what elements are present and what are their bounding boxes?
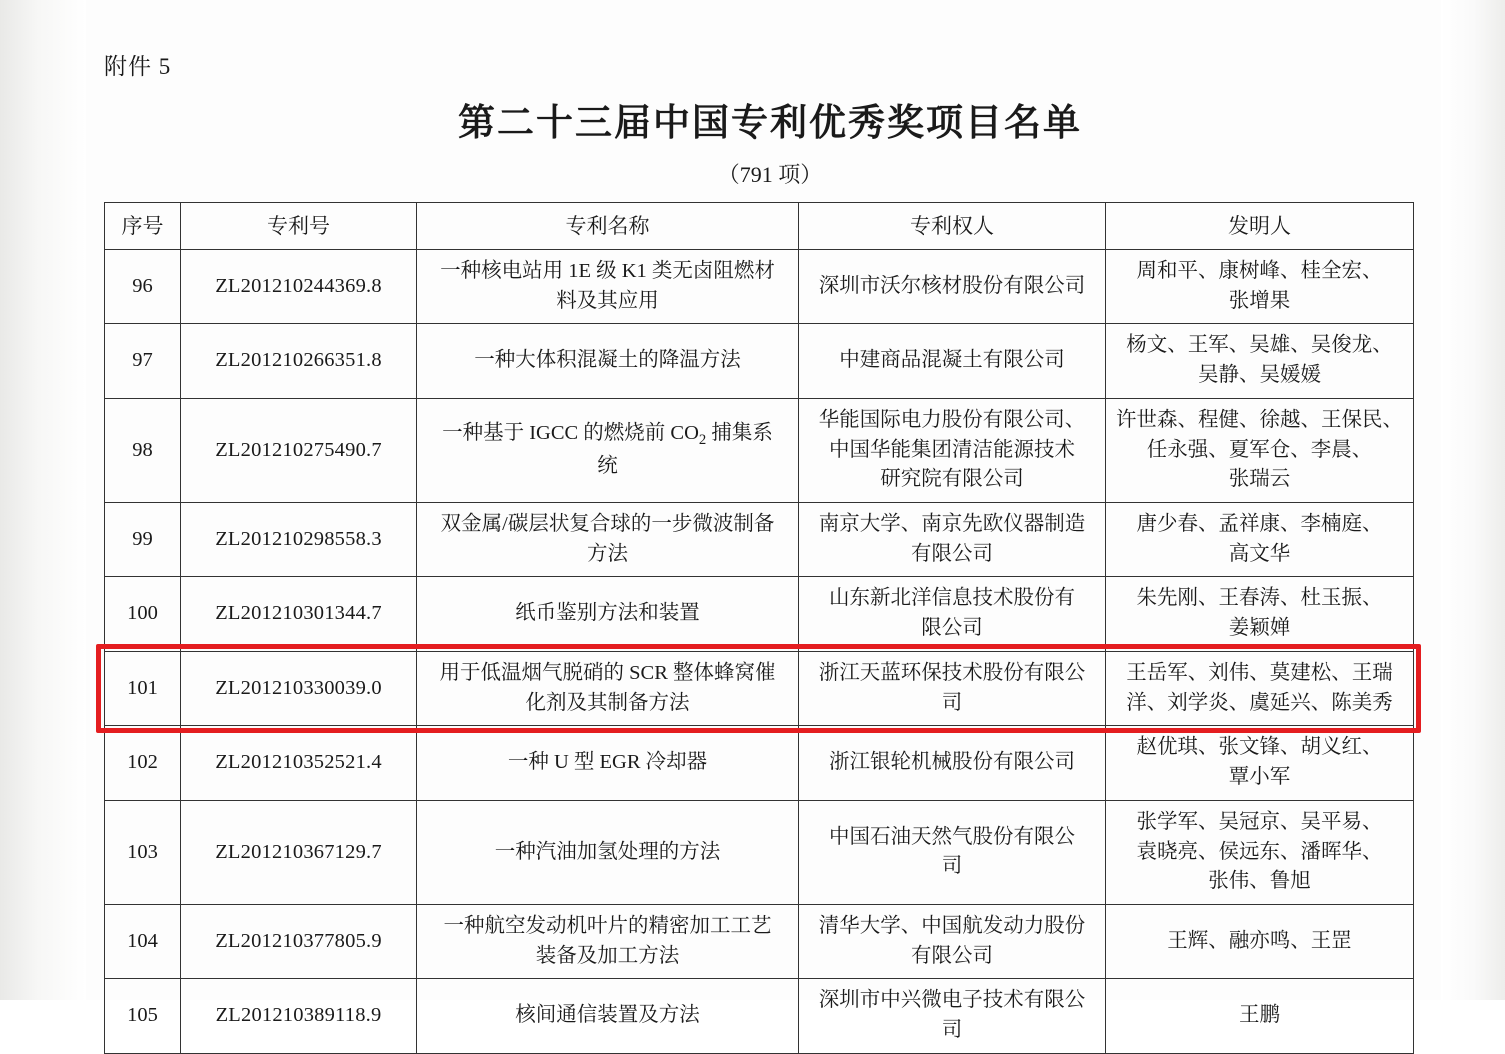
cell-patent-no: ZL201210389118.9 xyxy=(181,979,417,1053)
table-row xyxy=(105,324,1414,398)
attachment-label: 附件 5 xyxy=(104,54,172,79)
patent-list-table-wrapper xyxy=(104,202,1413,1054)
cell-patentee: 中建商品混凝土有限公司 xyxy=(799,324,1106,398)
cell-patent-no: ZL201210330039.0 xyxy=(181,651,417,725)
column-header-patentee: 专利权人 xyxy=(799,203,1106,250)
page-title: 第二十三届中国专利优秀奖项目名单 xyxy=(458,103,1082,144)
cell-inventor: 王岳军、刘伟、莫建松、王瑞 洋、刘学炎、虞延兴、陈美秀 xyxy=(1106,651,1414,725)
table-header-row xyxy=(105,203,1414,250)
cell-no: 102 xyxy=(105,726,181,800)
cell-inventor: 王辉、融亦鸣、王罡 xyxy=(1106,904,1414,978)
cell-inventor: 赵优琪、张文锋、胡义红、 覃小军 xyxy=(1106,726,1414,800)
cell-inventor: 王鹏 xyxy=(1106,979,1414,1053)
cell-patent-no: ZL201210377805.9 xyxy=(181,904,417,978)
table-row xyxy=(105,250,1414,324)
cell-no: 101 xyxy=(105,651,181,725)
cell-patentee: 山东新北洋信息技术股份有 限公司 xyxy=(799,577,1106,651)
cell-patent-name: 一种核电站用 1E 级 K1 类无卤阻燃材 料及其应用 xyxy=(417,250,799,324)
cell-patent-name: 一种基于 IGCC 的燃烧前 $CO_2$ 捕集系 统 xyxy=(417,398,799,502)
cell-patentee: 清华大学、中国航发动力股份 有限公司 xyxy=(799,904,1106,978)
cell-no: 105 xyxy=(105,979,181,1053)
cell-patent-name: 一种汽油加氢处理的方法 xyxy=(417,800,799,904)
cell-patent-no: ZL201210266351.8 xyxy=(181,324,417,398)
cell-patentee: 南京大学、南京先欧仪器制造 有限公司 xyxy=(799,503,1106,577)
patent-list-table xyxy=(104,202,1414,1054)
column-header-inventor: 发明人 xyxy=(1106,203,1414,250)
table-row xyxy=(105,398,1414,502)
cell-patent-no: ZL201210244369.8 xyxy=(181,250,417,324)
cell-inventor: 周和平、康树峰、桂全宏、 张增果 xyxy=(1106,250,1414,324)
cell-no: 96 xyxy=(105,250,181,324)
cell-inventor: 许世森、程健、徐越、王保民、 任永强、夏军仓、李晨、 张瑞云 xyxy=(1106,398,1414,502)
cell-patent-no: ZL201210301344.7 xyxy=(181,577,417,651)
table-row xyxy=(105,651,1414,725)
cell-patent-no: ZL201210298558.3 xyxy=(181,503,417,577)
cell-patentee: 深圳市中兴微电子技术有限公 司 xyxy=(799,979,1106,1053)
table-row xyxy=(105,577,1414,651)
cell-patent-name: 一种 U 型 EGR 冷却器 xyxy=(417,726,799,800)
table-row xyxy=(105,979,1414,1053)
cell-patent-name: 一种航空发动机叶片的精密加工工艺 装备及加工方法 xyxy=(417,904,799,978)
table-row xyxy=(105,904,1414,978)
cell-no: 104 xyxy=(105,904,181,978)
cell-inventor: 杨文、王军、吴雄、吴俊龙、 吴静、吴媛媛 xyxy=(1106,324,1414,398)
cell-inventor: 唐少春、孟祥康、李楠庭、 高文华 xyxy=(1106,503,1414,577)
column-header-patent-name: 专利名称 xyxy=(417,203,799,250)
column-header-patent-no: 专利号 xyxy=(181,203,417,250)
page-subtitle: （791 项） xyxy=(717,162,823,187)
cell-patentee: 浙江银轮机械股份有限公司 xyxy=(799,726,1106,800)
cell-patentee: 深圳市沃尔核材股份有限公司 xyxy=(799,250,1106,324)
cell-patent-name: 纸币鉴别方法和装置 xyxy=(417,577,799,651)
cell-no: 99 xyxy=(105,503,181,577)
cell-no: 98 xyxy=(105,398,181,502)
cell-patent-name: 用于低温烟气脱硝的 SCR 整体蜂窝催 化剂及其制备方法 xyxy=(417,651,799,725)
cell-inventor: 张学军、吴冠京、吴平易、 袁晓亮、侯远东、潘晖华、 张伟、鲁旭 xyxy=(1106,800,1414,904)
cell-patentee: 中国石油天然气股份有限公 司 xyxy=(799,800,1106,904)
cell-no: 100 xyxy=(105,577,181,651)
cell-patentee: 浙江天蓝环保技术股份有限公 司 xyxy=(799,651,1106,725)
table-row xyxy=(105,726,1414,800)
table-row xyxy=(105,800,1414,904)
cell-patent-name: 双金属/碳层状复合球的一步微波制备 方法 xyxy=(417,503,799,577)
cell-patent-no: ZL201210352521.4 xyxy=(181,726,417,800)
cell-no: 103 xyxy=(105,800,181,904)
cell-inventor: 朱先刚、王春涛、杜玉振、 姜颖婵 xyxy=(1106,577,1414,651)
cell-patentee: 华能国际电力股份有限公司、 中国华能集团清洁能源技术 研究院有限公司 xyxy=(799,398,1106,502)
cell-no: 97 xyxy=(105,324,181,398)
cell-patent-name: 核间通信装置及方法 xyxy=(417,979,799,1053)
cell-patent-no: ZL201210275490.7 xyxy=(181,398,417,502)
table-row xyxy=(105,503,1414,577)
cell-patent-name: 一种大体积混凝土的降温方法 xyxy=(417,324,799,398)
column-header-no: 序号 xyxy=(105,203,181,250)
cell-patent-no: ZL201210367129.7 xyxy=(181,800,417,904)
